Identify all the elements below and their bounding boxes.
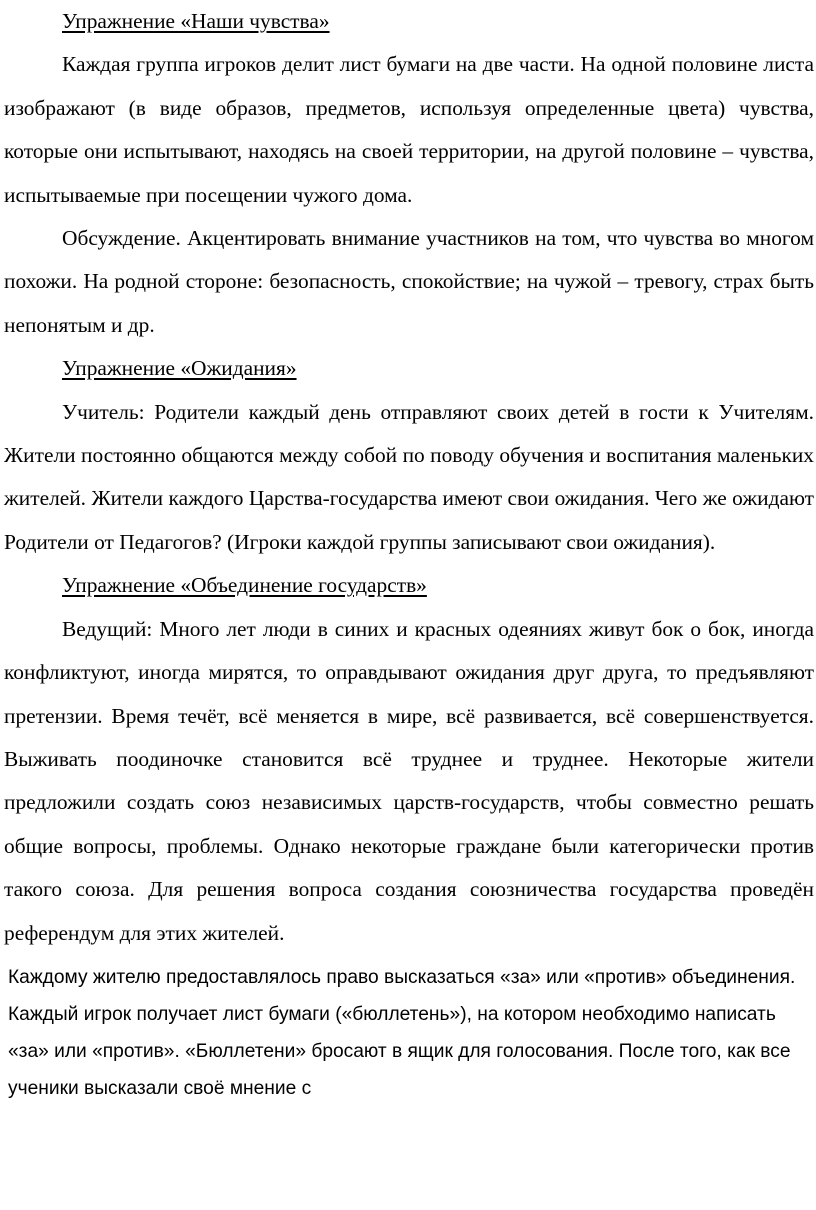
- heading-our-feelings-text: Упражнение «Наши чувства»: [62, 9, 330, 33]
- paragraph-voting: Каждому жителю предоставлялось право высказаться «за» или «против» объединения. Каждый игрок получает лист бумаги («бюллетень»), на котором необходимо написать «за» или «против». «Бюллетени» бросают в ящик для голосования. После того, как все ученики высказали своё мнение с: [8, 966, 796, 1099]
- paragraph-teacher: Учитель: Родители каждый день отправляют своих детей в гости к Учителям. Жители постоянно общаются между собой по поводу обучения и воспитания маленьких жителей. Жители каждого Царства-государства имеют свои ожидания. Чего же ожидают Родители от Педагогов? (Игроки каждой группы записывают свои ожидания).: [4, 399, 814, 554]
- paragraph-host: Ведущий: Много лет люди в синих и красных одеяниях живут бок о бок, иногда конфликтуют, иногда мирятся, то оправдывают ожидания друг друга, то предъявляют претензии. Время течёт, всё меняется в мире, всё развивается, всё совершенствуется. Выживать поодиночке становится всё труднее и труднее. Некоторые жители предложили создать союз независимых царств-государств, чтобы совместно решать общие вопросы, проблемы. Однако некоторые граждане были категорически против такого союза. Для решения вопроса создания союзничества государства проведён референдум для этих жителей.: [4, 616, 814, 945]
- heading-expectations: [4, 347, 814, 390]
- heading-our-feelings: [4, 0, 814, 43]
- heading-union-of-states-text: Упражнение «Объединение государств»: [62, 573, 427, 598]
- heading-union-of-states: [4, 564, 814, 607]
- paragraph-feelings-task: Каждая группа игроков делит лист бумаги на две части. На одной половине листа изображают (в виде образов, предметов, используя определенные цвета) чувства, которые они испытывают, находясь на своей территории, на другой половине – чувства, испытываемые при посещении чужого дома.: [4, 52, 814, 207]
- heading-expectations-text: Упражнение «Ожидания»: [62, 356, 297, 381]
- paragraph-discussion: Обсуждение. Акцентировать внимание участников на том, что чувства во многом похожи. На родной стороне: безопасность, спокойствие; на чужой – тревогу, страх быть непонятым и др.: [4, 226, 814, 337]
